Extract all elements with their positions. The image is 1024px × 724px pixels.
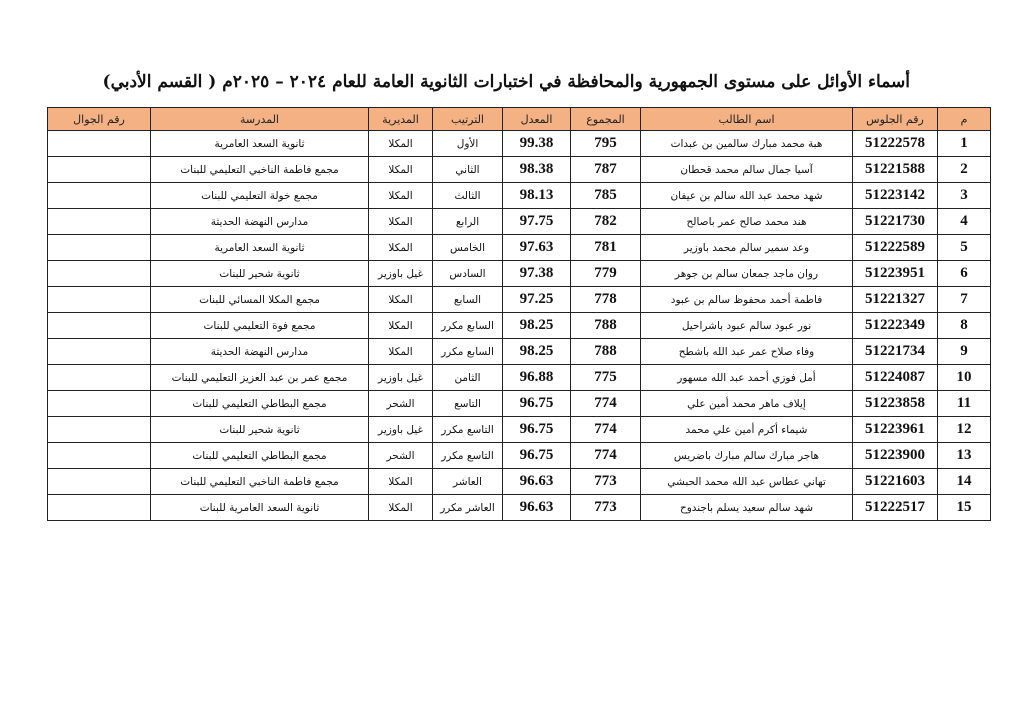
total-cell: 775 [571, 365, 641, 391]
rank-cell: السابع مكرر [433, 339, 503, 365]
table-row [48, 339, 991, 365]
school-cell: مجمع فوة التعليمي للبنات [151, 313, 369, 339]
school-cell: مجمع فاطمة الناخبي التعليمي للبنات [151, 157, 369, 183]
header-rank: الترتيب [433, 108, 503, 131]
directorate-cell: المكلا [369, 339, 433, 365]
average-cell: 96.88 [503, 365, 571, 391]
table-row [48, 131, 991, 157]
directorate-cell: المكلا [369, 313, 433, 339]
phone-cell [48, 313, 151, 339]
average-cell: 96.75 [503, 443, 571, 469]
average-cell: 97.63 [503, 235, 571, 261]
school-cell: ثانوية شحير للبنات [151, 261, 369, 287]
total-cell: 788 [571, 313, 641, 339]
index-cell: 7 [938, 287, 991, 313]
average-cell: 97.75 [503, 209, 571, 235]
school-cell: مجمع فاطمة الناخبي التعليمي للبنات [151, 469, 369, 495]
average-cell: 96.63 [503, 495, 571, 521]
rank-cell: الثالث [433, 183, 503, 209]
student-name-cell: هند محمد صالح عمر باصالح [641, 209, 853, 235]
student-name-cell: هاجر مبارك سالم مبارك باضريس [641, 443, 853, 469]
table-row [48, 495, 991, 521]
student-name-cell: شهد سالم سعيد يسلم باجندوح [641, 495, 853, 521]
table-row [48, 469, 991, 495]
table-row [48, 313, 991, 339]
student-name-cell: روان ماجد جمعان سالم بن جوهر [641, 261, 853, 287]
student-name-cell: وفاء صلاح عمر عبد الله باشطح [641, 339, 853, 365]
table-row [48, 261, 991, 287]
document-title: أسماء الأوائل على مستوى الجمهورية والمحافظة في اختبارات الثانوية العامة للعام ٢٠٢٤ – ٢٠٢٥م ( القسم الأدبي) [102, 72, 910, 92]
school-cell: مدارس النهضة الحديثة [151, 339, 369, 365]
average-cell: 97.38 [503, 261, 571, 287]
seat-number-cell: 51221730 [853, 209, 938, 235]
index-cell: 2 [938, 157, 991, 183]
table-row [48, 417, 991, 443]
table-header-row [48, 108, 991, 131]
student-name-cell: تهاني عطاس عبد الله محمد الحبشي [641, 469, 853, 495]
total-cell: 781 [571, 235, 641, 261]
header-directorate: المديرية [369, 108, 433, 131]
index-cell: 15 [938, 495, 991, 521]
seat-number-cell: 51221603 [853, 469, 938, 495]
total-cell: 773 [571, 469, 641, 495]
seat-number-cell: 51221588 [853, 157, 938, 183]
rank-cell: التاسع مكرر [433, 443, 503, 469]
total-cell: 785 [571, 183, 641, 209]
table-row [48, 183, 991, 209]
table-row [48, 287, 991, 313]
phone-cell [48, 443, 151, 469]
directorate-cell: غيل باوزير [369, 417, 433, 443]
rank-cell: الثامن [433, 365, 503, 391]
school-cell: ثانوية السعد العامرية [151, 235, 369, 261]
table-row [48, 235, 991, 261]
seat-number-cell: 51221734 [853, 339, 938, 365]
table-row [48, 365, 991, 391]
seat-number-cell: 51223900 [853, 443, 938, 469]
seat-number-cell: 51223858 [853, 391, 938, 417]
student-name-cell: إيلاف ماهر محمد أمين علي [641, 391, 853, 417]
rank-cell: السابع مكرر [433, 313, 503, 339]
average-cell: 97.25 [503, 287, 571, 313]
directorate-cell: المكلا [369, 157, 433, 183]
seat-number-cell: 51224087 [853, 365, 938, 391]
student-name-cell: آسيا جمال سالم محمد قحطان [641, 157, 853, 183]
rank-cell: العاشر مكرر [433, 495, 503, 521]
header-seat-number: رقم الجلوس [853, 108, 938, 131]
directorate-cell: الشحر [369, 443, 433, 469]
student-name-cell: وعد سمير سالم محمد باوزير [641, 235, 853, 261]
index-cell: 13 [938, 443, 991, 469]
student-name-cell: أمل فوزي أحمد عبد الله مسهور [641, 365, 853, 391]
rank-cell: الأول [433, 131, 503, 157]
total-cell: 778 [571, 287, 641, 313]
school-cell: ثانوية شحير للبنات [151, 417, 369, 443]
index-cell: 11 [938, 391, 991, 417]
index-cell: 10 [938, 365, 991, 391]
table-row [48, 391, 991, 417]
header-school: المدرسة [151, 108, 369, 131]
header-phone: رقم الجوال [48, 108, 151, 131]
average-cell: 98.25 [503, 313, 571, 339]
total-cell: 795 [571, 131, 641, 157]
directorate-cell: المكلا [369, 469, 433, 495]
rank-cell: التاسع مكرر [433, 417, 503, 443]
phone-cell [48, 339, 151, 365]
school-cell: مجمع عمر بن عبد العزيز التعليمي للبنات [151, 365, 369, 391]
phone-cell [48, 209, 151, 235]
header-total: المجموع [571, 108, 641, 131]
average-cell: 96.75 [503, 417, 571, 443]
total-cell: 774 [571, 443, 641, 469]
directorate-cell: المكلا [369, 287, 433, 313]
index-cell: 3 [938, 183, 991, 209]
average-cell: 98.13 [503, 183, 571, 209]
seat-number-cell: 51222349 [853, 313, 938, 339]
average-cell: 99.38 [503, 131, 571, 157]
directorate-cell: الشحر [369, 391, 433, 417]
table-row [48, 209, 991, 235]
average-cell: 96.63 [503, 469, 571, 495]
school-cell: مجمع البطاطي التعليمي للبنات [151, 443, 369, 469]
seat-number-cell: 51223961 [853, 417, 938, 443]
seat-number-cell: 51222578 [853, 131, 938, 157]
index-cell: 4 [938, 209, 991, 235]
rank-cell: الرابع [433, 209, 503, 235]
average-cell: 98.38 [503, 157, 571, 183]
total-cell: 774 [571, 417, 641, 443]
phone-cell [48, 469, 151, 495]
header-average: المعدل [503, 108, 571, 131]
phone-cell [48, 183, 151, 209]
student-name-cell: شيماء أكرم أمين علي محمد [641, 417, 853, 443]
phone-cell [48, 391, 151, 417]
index-cell: 9 [938, 339, 991, 365]
index-cell: 6 [938, 261, 991, 287]
directorate-cell: المكلا [369, 131, 433, 157]
student-name-cell: شهد محمد عبد الله سالم بن عيفان [641, 183, 853, 209]
seat-number-cell: 51223142 [853, 183, 938, 209]
directorate-cell: المكلا [369, 209, 433, 235]
rank-cell: السابع [433, 287, 503, 313]
phone-cell [48, 235, 151, 261]
school-cell: ثانوية السعد العامرية للبنات [151, 495, 369, 521]
index-cell: 5 [938, 235, 991, 261]
directorate-cell: المكلا [369, 183, 433, 209]
phone-cell [48, 417, 151, 443]
header-index: م [938, 108, 991, 131]
seat-number-cell: 51221327 [853, 287, 938, 313]
school-cell: مدارس النهضة الحديثة [151, 209, 369, 235]
phone-cell [48, 365, 151, 391]
school-cell: مجمع المكلا المسائي للبنات [151, 287, 369, 313]
directorate-cell: المكلا [369, 235, 433, 261]
index-cell: 1 [938, 131, 991, 157]
total-cell: 782 [571, 209, 641, 235]
seat-number-cell: 51222517 [853, 495, 938, 521]
average-cell: 96.75 [503, 391, 571, 417]
index-cell: 8 [938, 313, 991, 339]
table-row [48, 157, 991, 183]
seat-number-cell: 51223951 [853, 261, 938, 287]
total-cell: 773 [571, 495, 641, 521]
directorate-cell: غيل باوزير [369, 365, 433, 391]
index-cell: 14 [938, 469, 991, 495]
phone-cell [48, 131, 151, 157]
rank-cell: الثاني [433, 157, 503, 183]
rank-cell: العاشر [433, 469, 503, 495]
table-row [48, 443, 991, 469]
total-cell: 779 [571, 261, 641, 287]
phone-cell [48, 495, 151, 521]
school-cell: مجمع البطاطي التعليمي للبنات [151, 391, 369, 417]
rank-cell: الخامس [433, 235, 503, 261]
school-cell: ثانوية السعد العامرية [151, 131, 369, 157]
rank-cell: السادس [433, 261, 503, 287]
phone-cell [48, 157, 151, 183]
header-student-name: اسم الطالب [641, 108, 853, 131]
seat-number-cell: 51222589 [853, 235, 938, 261]
total-cell: 788 [571, 339, 641, 365]
top-students-table [47, 107, 991, 521]
average-cell: 98.25 [503, 339, 571, 365]
phone-cell [48, 287, 151, 313]
phone-cell [48, 261, 151, 287]
index-cell: 12 [938, 417, 991, 443]
directorate-cell: المكلا [369, 495, 433, 521]
student-name-cell: نور عبود سالم عبود باشراحيل [641, 313, 853, 339]
rank-cell: التاسع [433, 391, 503, 417]
student-name-cell: هبة محمد مبارك سالمين بن عبدات [641, 131, 853, 157]
total-cell: 787 [571, 157, 641, 183]
total-cell: 774 [571, 391, 641, 417]
student-name-cell: فاطمة أحمد محفوظ سالم بن عبود [641, 287, 853, 313]
school-cell: مجمع خولة التعليمي للبنات [151, 183, 369, 209]
directorate-cell: غيل باوزير [369, 261, 433, 287]
